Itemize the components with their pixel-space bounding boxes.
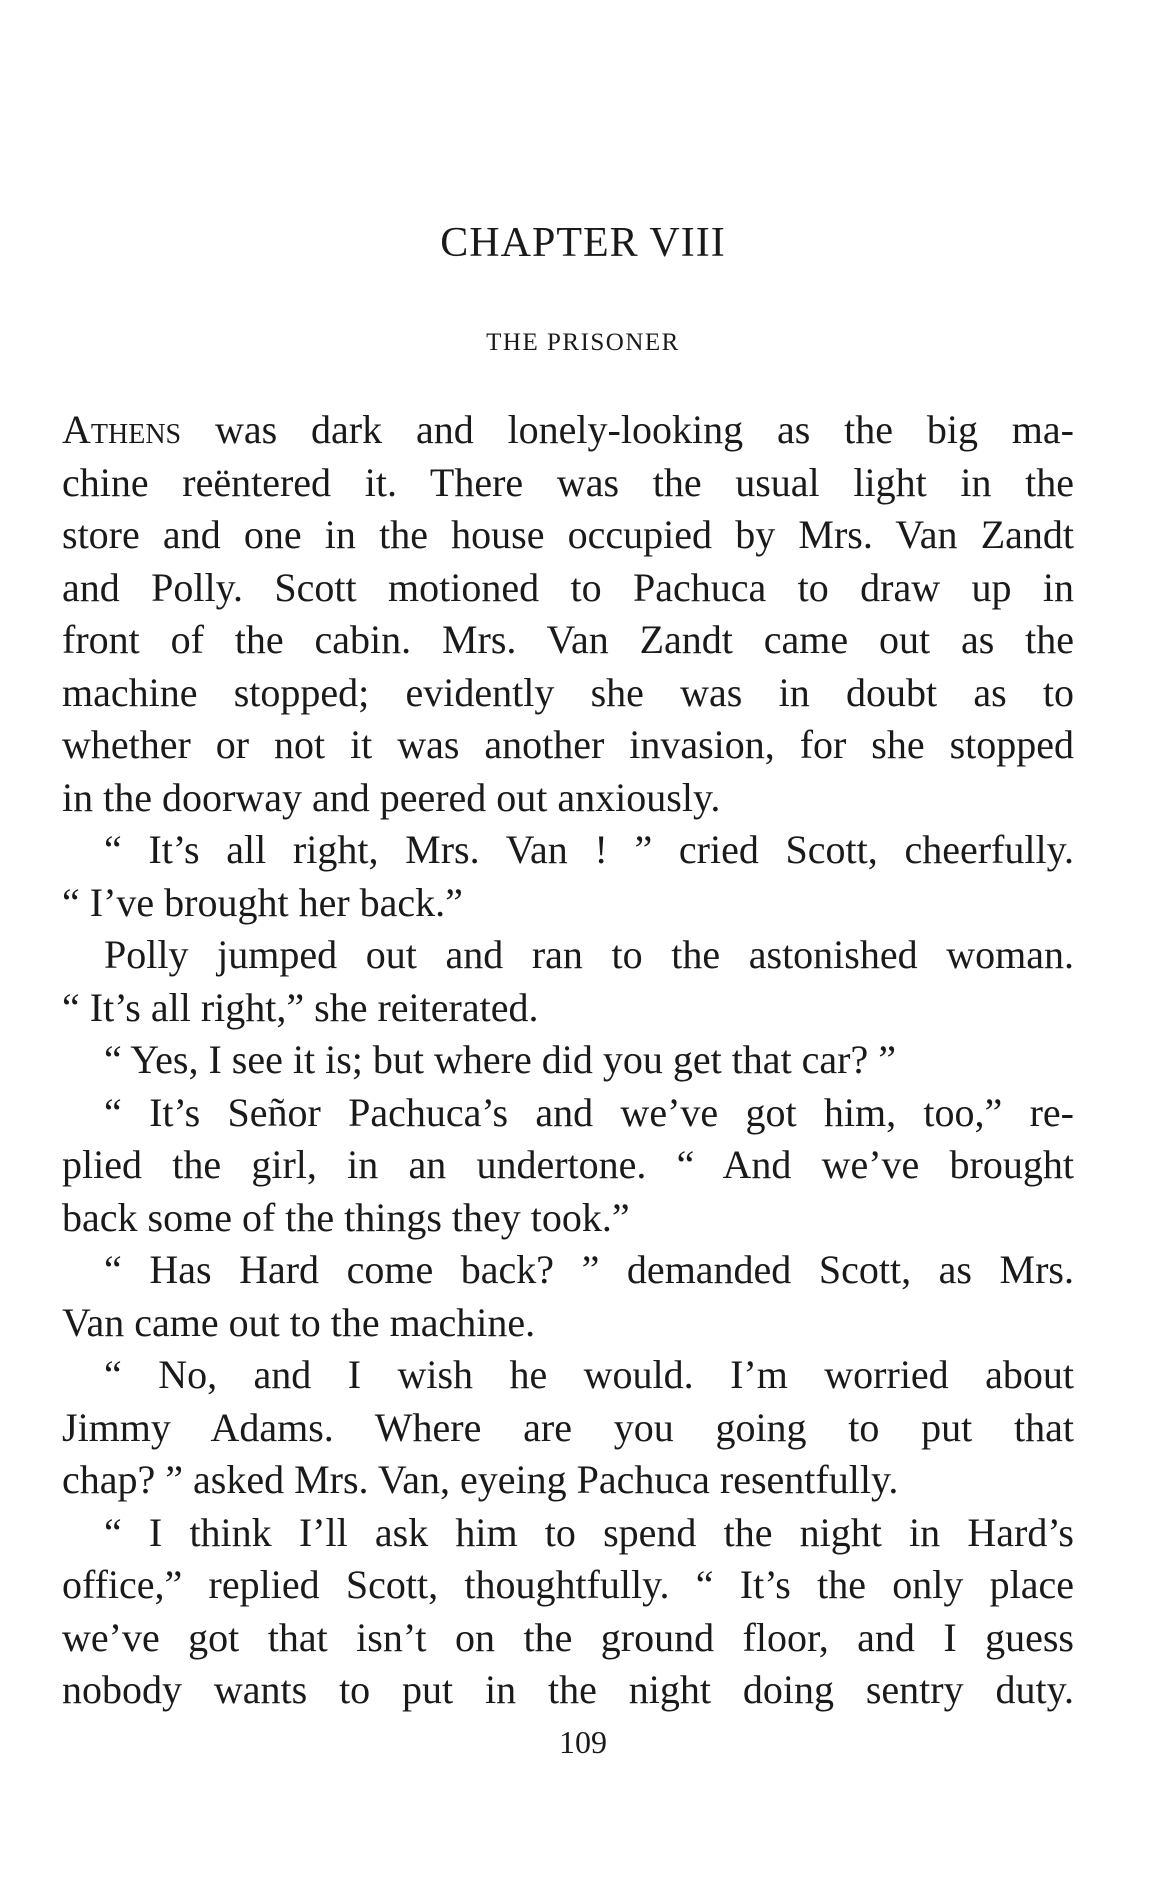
- text-line-content: in the doorway and peered out anxiously.: [62, 774, 721, 820]
- text-line-content: was dark and lonely-looking as the big ma-: [214, 407, 1074, 452]
- text-line: [62, 1139, 1074, 1192]
- text-line: [62, 1402, 1074, 1455]
- text-line-content: Polly jumped out and ran to the astonished woman.: [104, 932, 1074, 977]
- text-line-content: we’ve got that isn’t on the ground floor, and I guess: [62, 1614, 1074, 1660]
- text-line-content: “ I think I’ll ask him to spend the night in Hard’s: [104, 1509, 1074, 1555]
- text-line-content: store and one in the house occupied by Mrs. Van Zandt: [62, 512, 1074, 557]
- text-line: [62, 929, 1074, 982]
- text-line-content: “ It’s Señor Pachuca’s and we’ve got him, too,” re-: [104, 1089, 1074, 1135]
- page-number: 109: [559, 1724, 607, 1760]
- text-line: [62, 1087, 1074, 1140]
- text-line: [62, 1297, 1074, 1350]
- text-line-content: nobody wants to put in the night doing sentry duty.: [62, 1667, 1074, 1712]
- text-line-content: chap? ” asked Mrs. Van, eyeing Pachuca resentfully.: [62, 1457, 899, 1502]
- text-line-content: front of the cabin. Mrs. Van Zandt came out as the: [62, 617, 1074, 662]
- text-line-content: “ Yes, I see it is; but where did you get that car? ”: [104, 1037, 897, 1082]
- text-line: [62, 667, 1074, 720]
- text-line: [62, 457, 1074, 510]
- text-line: [62, 562, 1074, 615]
- text-line-content: back some of the things they took.”: [62, 1194, 630, 1240]
- text-line: [62, 1559, 1074, 1612]
- text-line: [62, 1454, 1074, 1507]
- text-line-content: Van came out to the machine.: [62, 1299, 536, 1345]
- text-line-content: “ I’ve brought her back.”: [62, 879, 463, 925]
- text-line: [62, 614, 1074, 667]
- text-line: [62, 1349, 1074, 1402]
- text-line-content: office,” replied Scott, thoughtfully. “ It’s the only place: [62, 1562, 1074, 1607]
- body-text: [62, 404, 1074, 1717]
- text-line-content: “ It’s all right,” she reiterated.: [62, 984, 539, 1030]
- text-line: [62, 772, 1074, 825]
- text-line-content: Jimmy Adams. Where are you going to put that: [62, 1404, 1074, 1450]
- text-line: [62, 404, 1074, 457]
- text-line-content: “ No, and I wish he would. I’m worried about: [104, 1352, 1074, 1397]
- text-line: [62, 1034, 1074, 1087]
- text-line-content: “ Has Hard come back? ” demanded Scott, as Mrs.: [104, 1247, 1074, 1292]
- chapter-subtitle: THE PRISONER: [486, 329, 680, 356]
- text-line: [62, 1664, 1074, 1717]
- opening-word: Athens: [62, 407, 182, 452]
- text-line-content: whether or not it was another invasion, for she stopped: [62, 722, 1074, 767]
- text-line: [62, 1192, 1074, 1245]
- text-line-content: machine stopped; evidently she was in doubt as to: [62, 669, 1074, 715]
- text-line: [62, 1612, 1074, 1665]
- text-line: [62, 1507, 1074, 1560]
- text-line-content: plied the girl, in an undertone. “ And we’ve brought: [62, 1142, 1074, 1187]
- text-line: [62, 1244, 1074, 1297]
- text-line: [62, 509, 1074, 562]
- chapter-heading: CHAPTER VIII: [440, 220, 726, 266]
- text-line: [62, 877, 1074, 930]
- text-line: [62, 824, 1074, 877]
- text-line: [62, 719, 1074, 772]
- text-line-content: chine reëntered it. There was the usual light in the: [62, 459, 1074, 505]
- text-line-content: and Polly. Scott motioned to Pachuca to draw up in: [62, 564, 1074, 610]
- text-line-content: “ It’s all right, Mrs. Van ! ” cried Scott, cheerfully.: [104, 827, 1074, 872]
- text-line: [62, 982, 1074, 1035]
